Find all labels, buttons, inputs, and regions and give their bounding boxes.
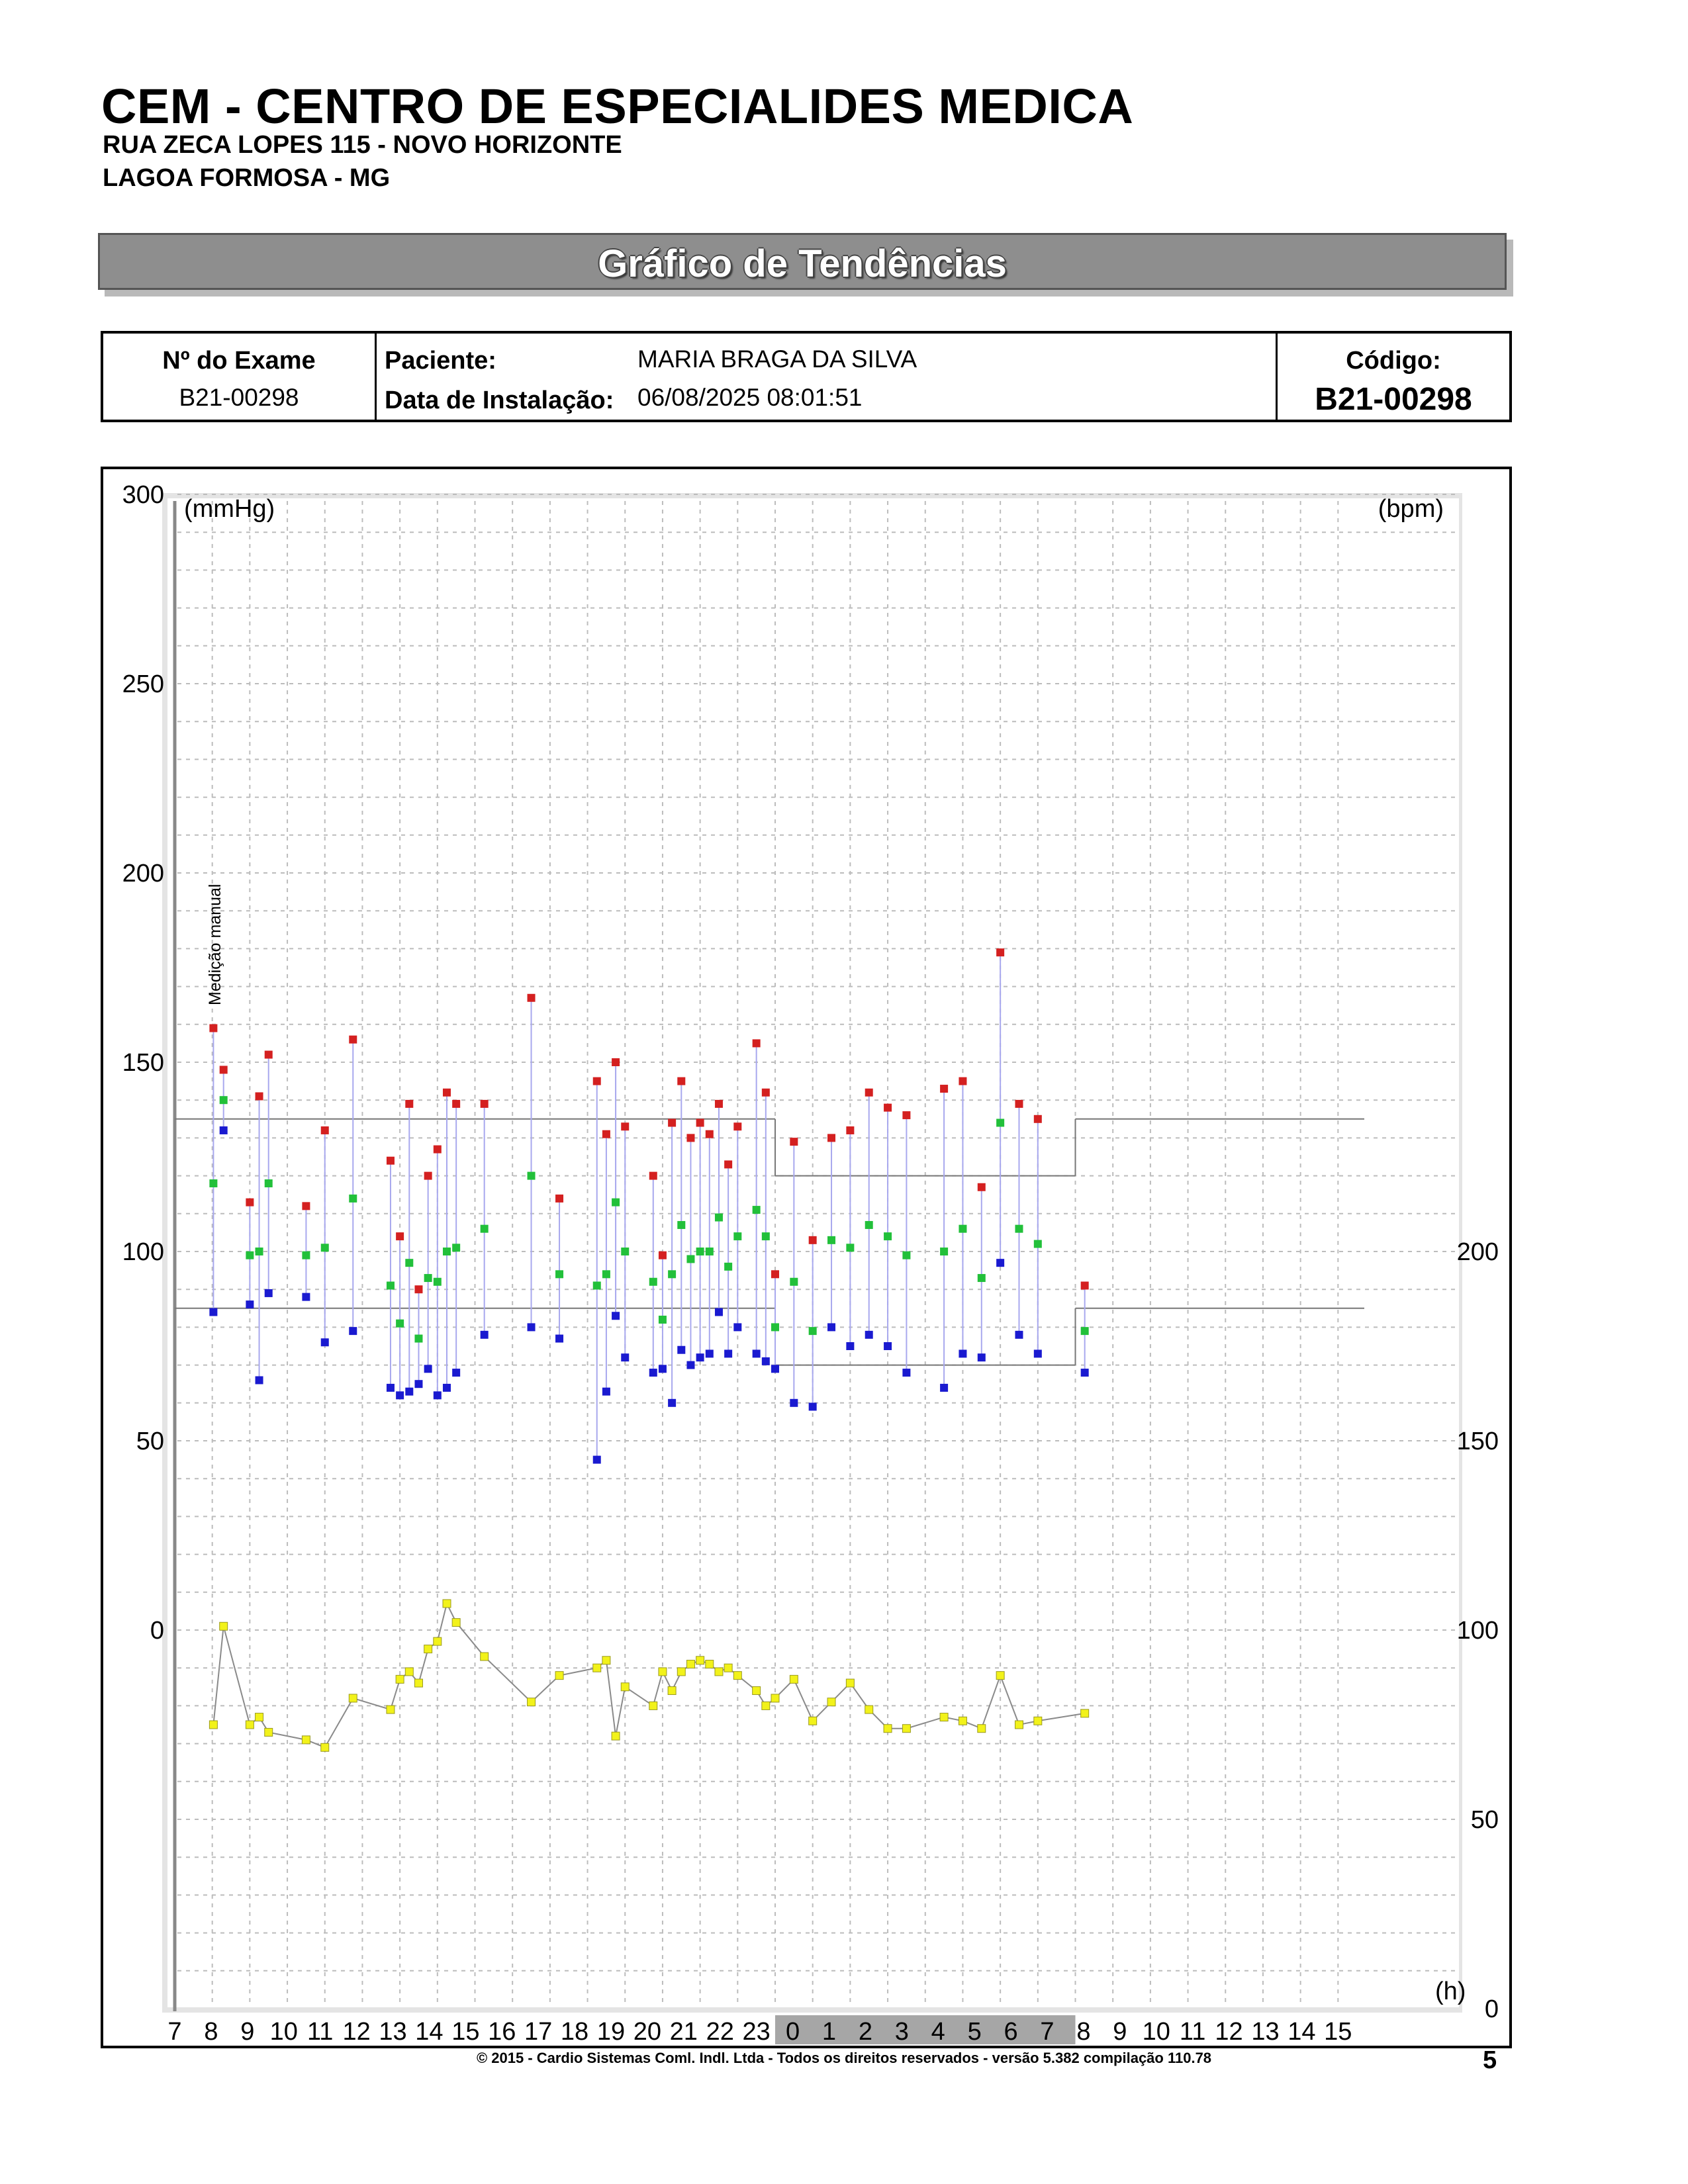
diastolic-point [790, 1399, 798, 1407]
x-tick-label: 17 [524, 2018, 553, 2046]
diastolic-point [424, 1365, 432, 1373]
heart-rate-point [424, 1645, 432, 1653]
diastolic-point [481, 1331, 489, 1339]
mean-pressure-point [827, 1236, 835, 1244]
right-tick-label: 200 [1456, 1238, 1499, 1266]
systolic-point [686, 1134, 694, 1142]
x-tick-label: 12 [1215, 2018, 1243, 2046]
systolic-point [706, 1130, 714, 1138]
code-cell [1278, 334, 1509, 420]
x-tick-label: 15 [451, 2018, 480, 2046]
heart-rate-point [996, 1672, 1004, 1680]
diastolic-point [686, 1361, 694, 1369]
x-tick-label: 13 [1251, 2018, 1280, 2046]
x-tick-label: 5 [967, 2018, 982, 2046]
heart-rate-point [481, 1653, 489, 1661]
left-axis-unit: (mmHg) [184, 495, 275, 523]
install-date-value: 06/08/2025 08:01:51 [637, 384, 863, 411]
heart-rate-point [434, 1637, 442, 1645]
systolic-point [220, 1066, 228, 1073]
diastolic-point [209, 1308, 217, 1316]
mean-pressure-point [771, 1323, 779, 1331]
heart-rate-point [846, 1679, 854, 1687]
mean-pressure-point [846, 1244, 854, 1251]
left-tick-label: 50 [136, 1428, 164, 1455]
heart-rate-point [220, 1622, 228, 1630]
x-tick-label: 15 [1324, 2018, 1352, 2046]
diastolic-point [677, 1346, 685, 1354]
x-tick-label: 14 [1288, 2018, 1316, 2046]
mean-pressure-point [902, 1251, 910, 1259]
diastolic-point [612, 1312, 620, 1320]
systolic-point [424, 1172, 432, 1180]
mean-pressure-point [1015, 1225, 1023, 1233]
diastolic-point [668, 1399, 676, 1407]
heart-rate-point [715, 1668, 723, 1676]
heart-rate-point [246, 1721, 254, 1729]
x-tick-label: 14 [415, 2018, 444, 2046]
left-tick-label: 300 [122, 481, 164, 509]
systolic-point [978, 1183, 986, 1191]
heart-rate-point [405, 1668, 413, 1676]
x-tick-label: 3 [894, 2018, 909, 2046]
diastolic-point [978, 1353, 986, 1361]
x-tick-label: 20 [633, 2018, 662, 2046]
systolic-point [528, 994, 536, 1002]
patient-cell [377, 334, 1278, 420]
mean-pressure-point [762, 1232, 770, 1240]
mean-pressure-point [1034, 1240, 1042, 1248]
heart-rate-point [978, 1725, 986, 1733]
mean-pressure-point [724, 1263, 732, 1271]
heart-rate-point [753, 1687, 761, 1695]
diastolic-point [387, 1384, 395, 1392]
mean-pressure-point [865, 1221, 873, 1229]
mean-pressure-point [396, 1320, 404, 1328]
heart-rate-point [762, 1702, 770, 1709]
heart-rate-point [256, 1713, 263, 1721]
diastolic-point [396, 1391, 404, 1399]
x-tick-label: 4 [931, 2018, 945, 2046]
mean-pressure-point [809, 1327, 817, 1335]
mean-pressure-point [246, 1251, 254, 1259]
mean-pressure-point [959, 1225, 966, 1233]
mean-pressure-point [443, 1248, 451, 1255]
systolic-point [1081, 1281, 1089, 1289]
mean-pressure-point [593, 1281, 601, 1289]
systolic-point [677, 1077, 685, 1085]
heart-rate-point [452, 1619, 460, 1627]
x-tick-label: 1 [821, 2018, 837, 2046]
x-tick-label: 11 [306, 2018, 334, 2046]
right-tick-label: 50 [1470, 1806, 1499, 1834]
systolic-point [940, 1085, 948, 1093]
systolic-point [902, 1111, 910, 1119]
systolic-point [696, 1119, 704, 1127]
exam-info-table [101, 331, 1512, 422]
heart-rate-point [659, 1668, 667, 1676]
mean-pressure-point [940, 1248, 948, 1255]
page-title-banner [98, 233, 1507, 290]
systolic-point [1034, 1115, 1042, 1123]
right-axis-unit: (bpm) [1378, 495, 1444, 523]
heart-rate-point [528, 1698, 536, 1706]
x-tick-label: 12 [342, 2018, 371, 2046]
code-value: B21-00298 [1315, 382, 1472, 417]
diastolic-point [865, 1331, 873, 1339]
systolic-point [443, 1089, 451, 1097]
left-tick-label: 100 [122, 1238, 164, 1266]
patient-name: MARIA BRAGA DA SILVA [637, 345, 917, 373]
diastolic-point [434, 1391, 442, 1399]
trend-chart-frame [101, 467, 1512, 2048]
x-axis-unit: (h) [1435, 1978, 1466, 2005]
mean-pressure-point [659, 1316, 667, 1324]
diastolic-point [256, 1376, 263, 1384]
systolic-point [481, 1100, 489, 1108]
heart-rate-point [884, 1725, 892, 1733]
systolic-point [621, 1122, 629, 1130]
systolic-point [246, 1199, 254, 1206]
diastolic-point [706, 1349, 714, 1357]
mean-pressure-point [528, 1172, 536, 1180]
mean-pressure-point [668, 1270, 676, 1278]
diastolic-point [602, 1388, 610, 1396]
diastolic-point [884, 1342, 892, 1350]
heart-rate-point [696, 1657, 704, 1664]
systolic-point [414, 1285, 422, 1293]
heart-rate-point [349, 1694, 357, 1702]
mean-pressure-point [790, 1278, 798, 1286]
diastolic-point [220, 1126, 228, 1134]
heart-rate-point [733, 1672, 741, 1680]
systolic-point [996, 948, 1004, 956]
systolic-point [265, 1051, 273, 1059]
systolic-point [405, 1100, 413, 1108]
diastolic-point [414, 1380, 422, 1388]
mean-pressure-point [696, 1248, 704, 1255]
heart-rate-point [940, 1713, 948, 1721]
heart-rate-point [686, 1660, 694, 1668]
exam-number-value: B21-00298 [179, 384, 299, 411]
x-tick-label: 8 [1076, 2018, 1091, 2046]
diastolic-point [996, 1259, 1004, 1267]
systolic-point [959, 1077, 966, 1085]
diastolic-point [246, 1300, 254, 1308]
heart-rate-point [1081, 1709, 1089, 1717]
systolic-point [593, 1077, 601, 1085]
mean-pressure-point [602, 1270, 610, 1278]
systolic-point [612, 1058, 620, 1066]
diastolic-point [593, 1456, 601, 1464]
x-tick-label: 8 [204, 2018, 218, 2046]
heart-rate-point [771, 1694, 779, 1702]
systolic-point [753, 1039, 761, 1047]
mean-pressure-point [677, 1221, 685, 1229]
diastolic-point [762, 1357, 770, 1365]
mean-pressure-point [349, 1195, 357, 1203]
x-tick-label: 10 [1142, 2018, 1170, 2046]
heart-rate-point [809, 1717, 817, 1725]
heart-rate-point [593, 1664, 601, 1672]
page-title: Gráfico de Tendências [598, 242, 1007, 285]
mean-pressure-point [715, 1214, 723, 1222]
diastolic-point [321, 1338, 329, 1346]
systolic-point [209, 1024, 217, 1032]
mean-pressure-point [733, 1232, 741, 1240]
heart-rate-point [302, 1736, 310, 1744]
x-tick-label: 18 [560, 2018, 589, 2046]
exam-number-cell [103, 334, 377, 420]
right-tick-label: 100 [1456, 1617, 1499, 1645]
diastolic-point [1034, 1349, 1042, 1357]
diastolic-point [940, 1384, 948, 1392]
systolic-point [771, 1270, 779, 1278]
page-number: 5 [1483, 2046, 1497, 2074]
diastolic-point [959, 1349, 966, 1357]
diastolic-point [443, 1384, 451, 1392]
heart-rate-point [555, 1672, 563, 1680]
systolic-point [659, 1251, 667, 1259]
diastolic-point [265, 1289, 273, 1297]
heart-rate-point [265, 1728, 273, 1736]
mean-pressure-point [884, 1232, 892, 1240]
systolic-point [602, 1130, 610, 1138]
x-tick-label: 22 [706, 2018, 734, 2046]
x-tick-label: 0 [786, 2018, 800, 2046]
mean-pressure-point [321, 1244, 329, 1251]
systolic-point [434, 1146, 442, 1154]
mean-pressure-point [481, 1225, 489, 1233]
heart-rate-point [902, 1725, 910, 1733]
x-tick-label: 2 [858, 2018, 872, 2046]
heart-rate-point [706, 1660, 714, 1668]
heart-rate-point [959, 1717, 966, 1725]
systolic-point [827, 1134, 835, 1142]
systolic-point [256, 1092, 263, 1100]
manual-measurement-note: Medição manual [206, 884, 224, 1005]
systolic-point [715, 1100, 723, 1108]
night-period-band [775, 2015, 1076, 2044]
mean-pressure-point [1081, 1327, 1089, 1335]
code-label: Código: [1346, 347, 1441, 375]
x-tick-label: 21 [669, 2018, 698, 2046]
x-tick-label: 9 [240, 2018, 255, 2046]
diastolic-point [555, 1335, 563, 1343]
mean-pressure-point [220, 1096, 228, 1104]
diastolic-point [452, 1369, 460, 1377]
exam-number-label: Nº do Exame [162, 347, 316, 375]
diastolic-point [621, 1353, 629, 1361]
systolic-point [396, 1232, 404, 1240]
systolic-point [668, 1119, 676, 1127]
mean-pressure-point [434, 1278, 442, 1286]
heart-rate-point [1015, 1721, 1023, 1729]
diastolic-point [902, 1369, 910, 1377]
diastolic-point [649, 1369, 657, 1377]
heart-rate-point [677, 1668, 685, 1676]
heart-rate-point [602, 1657, 610, 1664]
left-tick-label: 0 [150, 1617, 164, 1645]
heart-rate-point [724, 1664, 732, 1672]
systolic-point [724, 1160, 732, 1168]
left-tick-label: 200 [122, 860, 164, 887]
systolic-point [349, 1036, 357, 1044]
systolic-point [1015, 1100, 1023, 1108]
diastolic-point [846, 1342, 854, 1350]
diastolic-point [349, 1327, 357, 1335]
diastolic-point [827, 1323, 835, 1331]
heart-rate-point [649, 1702, 657, 1709]
mean-pressure-point [387, 1281, 395, 1289]
diastolic-point [528, 1323, 536, 1331]
x-tick-label: 16 [488, 2018, 516, 2046]
clinic-address: RUA ZECA LOPES 115 - NOVO HORIZONTE [103, 131, 622, 159]
heart-rate-point [321, 1743, 329, 1751]
mean-pressure-point [996, 1119, 1004, 1127]
diastolic-point [753, 1349, 761, 1357]
diastolic-point [715, 1308, 723, 1316]
right-tick-label: 0 [1484, 1995, 1499, 2023]
systolic-point [762, 1089, 770, 1097]
x-tick-label: 11 [1179, 2018, 1206, 2046]
systolic-point [809, 1236, 817, 1244]
right-tick-label: 150 [1456, 1428, 1499, 1455]
systolic-point [387, 1157, 395, 1165]
diastolic-point [1015, 1331, 1023, 1339]
x-tick-label: 6 [1004, 2018, 1018, 2046]
heart-rate-point [414, 1679, 422, 1687]
systolic-point [733, 1122, 741, 1130]
mean-pressure-point [265, 1179, 273, 1187]
diastolic-point [733, 1323, 741, 1331]
mean-pressure-point [978, 1274, 986, 1282]
systolic-point [302, 1202, 310, 1210]
copyright-footer: © 2015 - Cardio Sistemas Coml. Indl. Ltda - Todos os direitos reservados - versão 5.382 compilação 110.78 [476, 2050, 1212, 2066]
heart-rate-point [790, 1675, 798, 1683]
diastolic-point [1081, 1369, 1089, 1377]
heart-rate-point [387, 1706, 395, 1713]
mean-pressure-point [621, 1248, 629, 1255]
diastolic-point [405, 1388, 413, 1396]
install-date-label: Data de Instalação: [385, 387, 614, 414]
mean-pressure-point [424, 1274, 432, 1282]
systolic-point [884, 1104, 892, 1112]
heart-rate-point [209, 1721, 217, 1729]
heart-rate-point [621, 1683, 629, 1691]
diastolic-point [659, 1365, 667, 1373]
systolic-point [790, 1138, 798, 1146]
mean-pressure-point [555, 1270, 563, 1278]
systolic-point [649, 1172, 657, 1180]
mean-pressure-point [649, 1278, 657, 1286]
mean-pressure-point [612, 1199, 620, 1206]
mean-pressure-point [414, 1335, 422, 1343]
mean-pressure-point [256, 1248, 263, 1255]
mean-pressure-point [686, 1255, 694, 1263]
heart-rate-point [396, 1675, 404, 1683]
mean-pressure-point [209, 1179, 217, 1187]
mean-pressure-point [452, 1244, 460, 1251]
heart-rate-point [1034, 1717, 1042, 1725]
diastolic-point [771, 1365, 779, 1373]
diastolic-point [696, 1353, 704, 1361]
heart-rate-point [865, 1706, 873, 1713]
diastolic-point [724, 1349, 732, 1357]
x-tick-label: 7 [167, 2018, 182, 2046]
x-tick-label: 23 [742, 2018, 771, 2046]
systolic-point [452, 1100, 460, 1108]
x-tick-label: 10 [269, 2018, 298, 2046]
trend-chart [103, 469, 1509, 2046]
left-tick-label: 150 [122, 1049, 164, 1077]
systolic-point [846, 1126, 854, 1134]
mean-pressure-point [753, 1206, 761, 1214]
x-tick-label: 7 [1040, 2018, 1055, 2046]
heart-rate-point [443, 1600, 451, 1608]
systolic-point [321, 1126, 329, 1134]
diastolic-point [302, 1293, 310, 1301]
mean-pressure-point [706, 1248, 714, 1255]
clinic-city: LAGOA FORMOSA - MG [103, 164, 391, 192]
clinic-name: CEM - CENTRO DE ESPECIALIDES MEDICA [101, 79, 1134, 134]
left-tick-label: 250 [122, 670, 164, 698]
x-tick-label: 19 [596, 2018, 626, 2046]
mean-pressure-point [302, 1251, 310, 1259]
diastolic-point [809, 1403, 817, 1411]
heart-rate-point [612, 1732, 620, 1740]
heart-rate-point [668, 1687, 676, 1695]
patient-label: Paciente: [385, 347, 496, 375]
x-tick-label: 9 [1113, 2018, 1127, 2046]
mean-pressure-point [405, 1259, 413, 1267]
heart-rate-point [827, 1698, 835, 1706]
systolic-point [555, 1195, 563, 1203]
systolic-point [865, 1089, 873, 1097]
x-tick-label: 13 [379, 2018, 407, 2046]
